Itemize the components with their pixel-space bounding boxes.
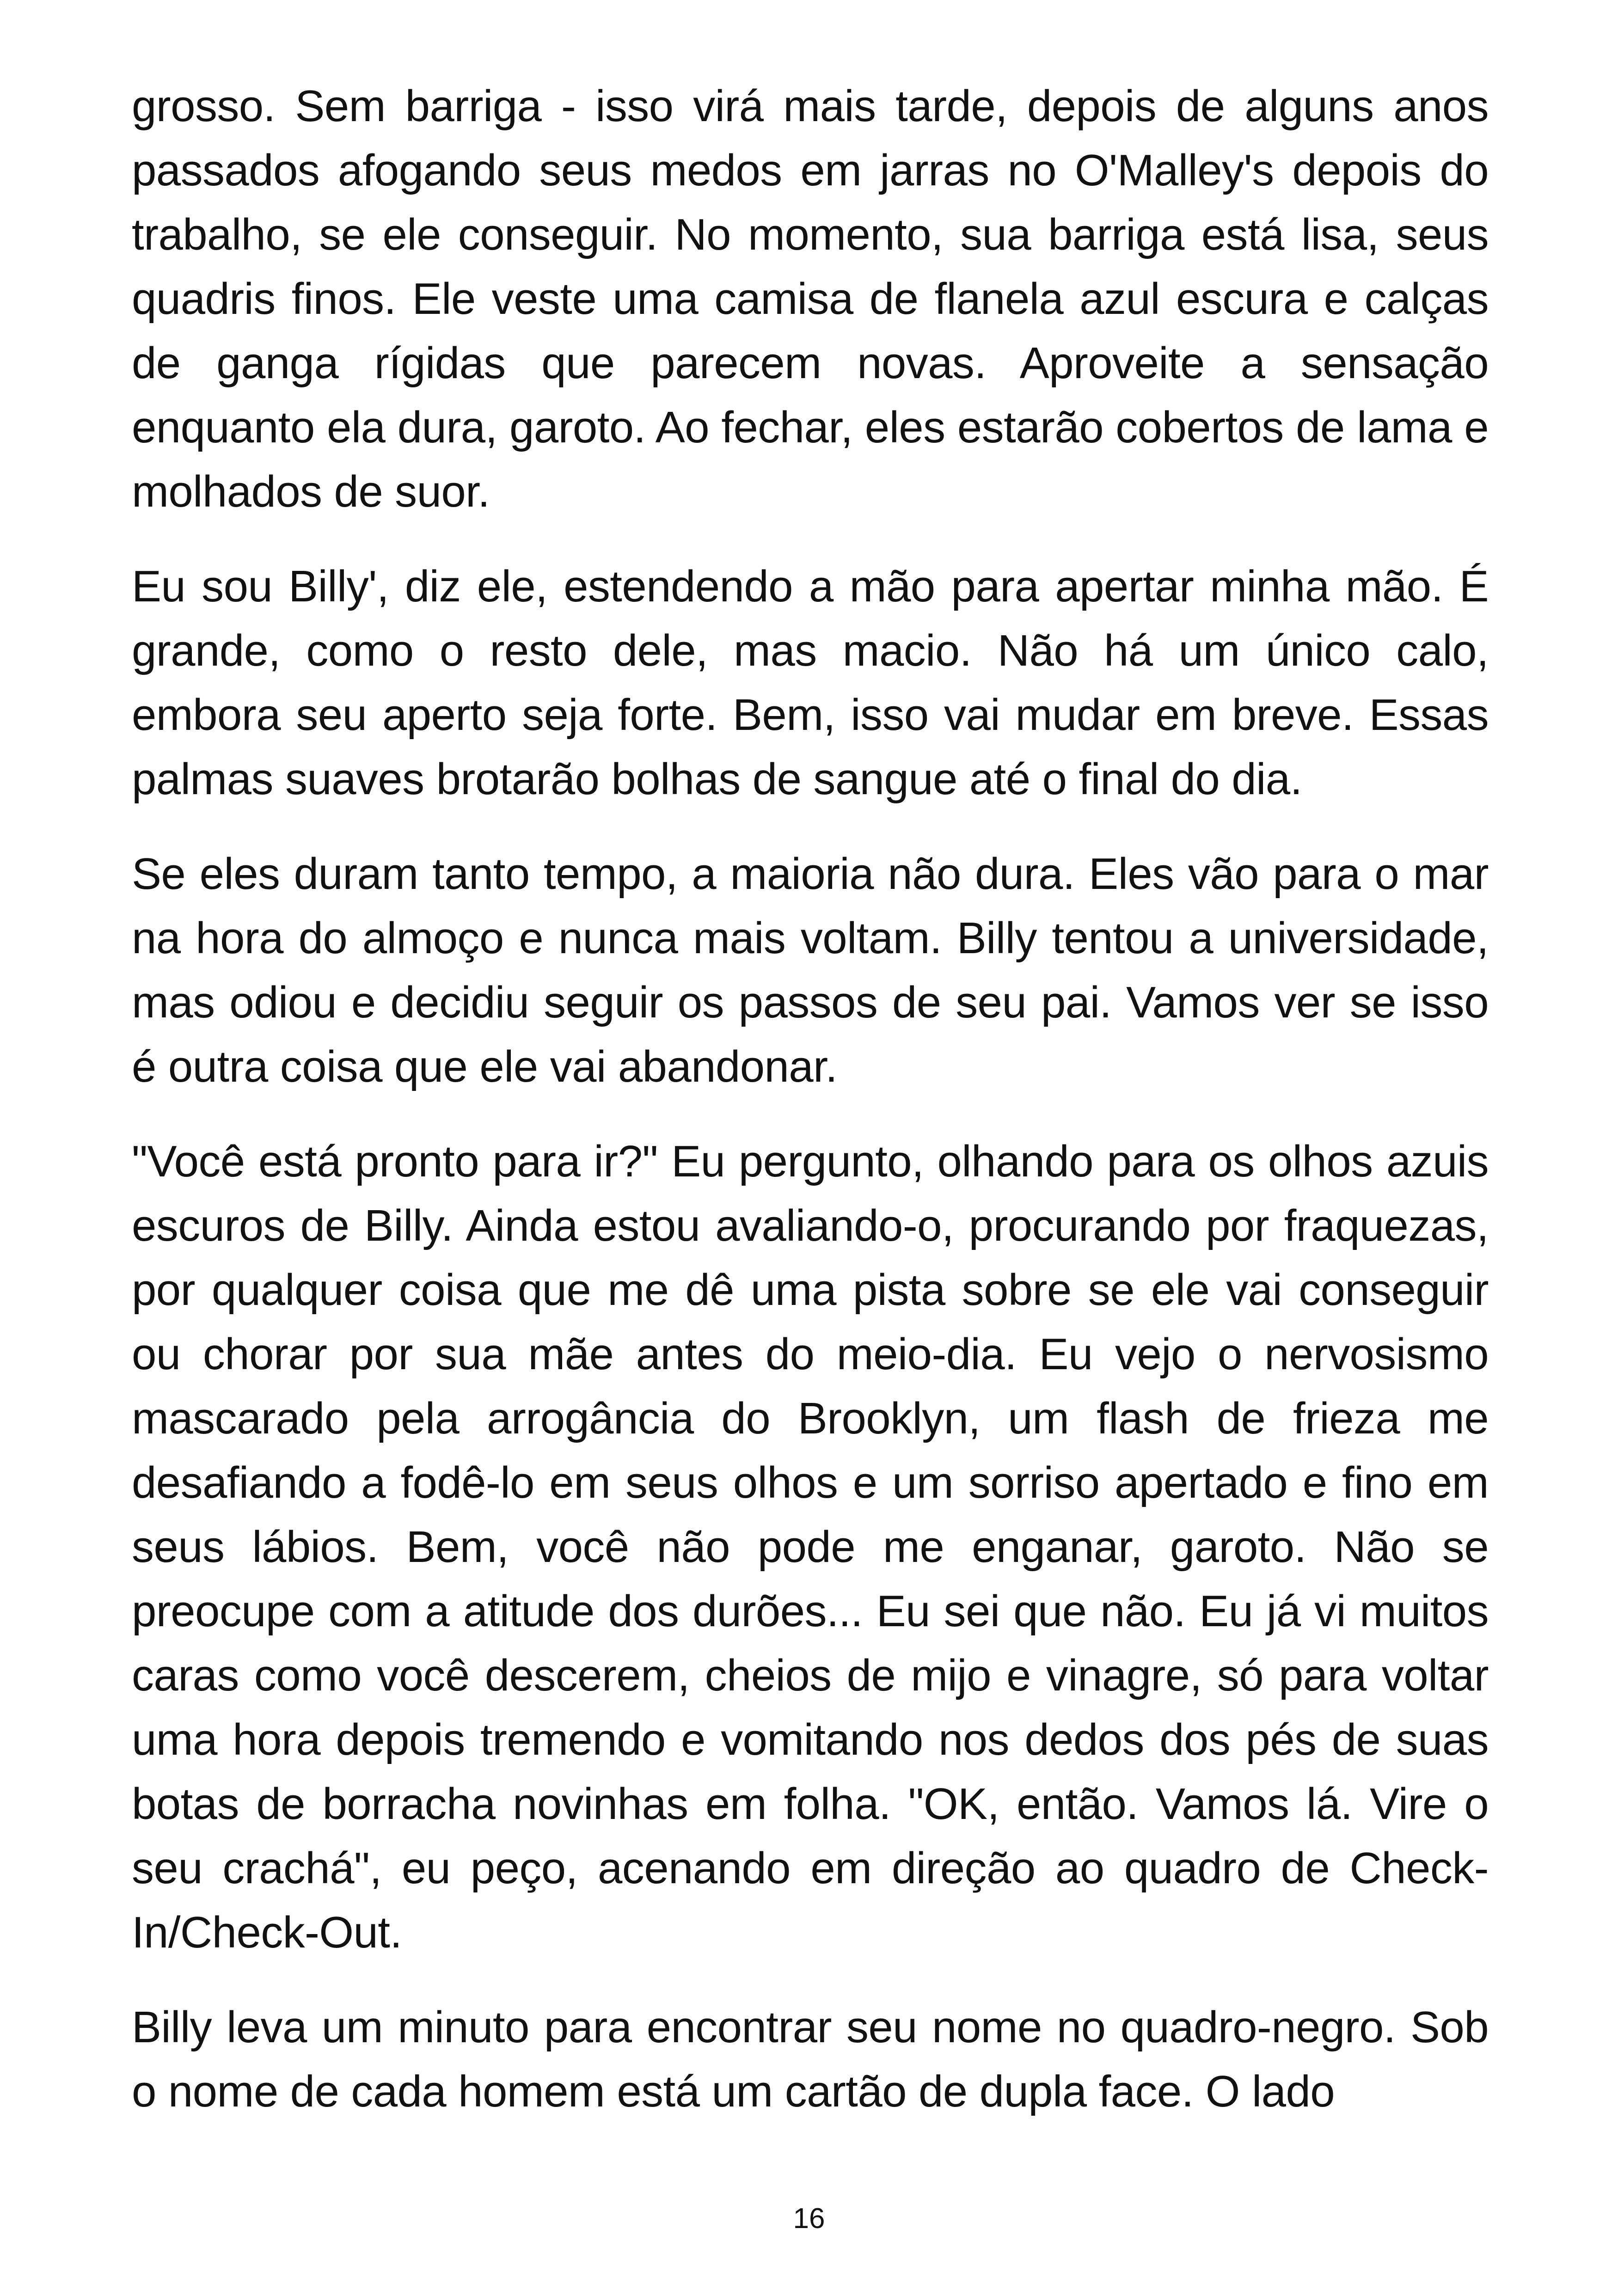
page-number: 16	[793, 2203, 825, 2235]
paragraph-4: "Você está pronto para ir?" Eu pergunto, olhando para os olhos azuis escuros de Billy. Ainda estou avaliando-o, procurando por fraquezas, por qualquer coisa que me dê uma pista sobre se ele vai conseguir ou chorar por sua mãe antes do meio-dia. Eu vejo o nervosismo mascarado pela arrogância do Brooklyn, um flash de frieza me desafiando a fodê-lo em seus olhos e um sorriso apertado e fino em seus lábios. Bem, você não pode me enganar, garoto. Não se preocupe com a atitude dos durões... Eu sei que não. Eu já vi muitos caras como você descerem, cheios de mijo e vinagre, só para voltar uma hora depois tremendo e vomitando nos dedos dos pés de suas botas de borracha novinhas em folha. "OK, então. Vamos lá. Vire o seu crachá", eu peço, acenando em direção ao quadro de Check-In/Check-Out.	[132, 1137, 1489, 1957]
body-text	[132, 74, 1489, 2154]
paragraph-5: Billy leva um minuto para encontrar seu nome no quadro-negro. Sob o nome de cada homem está um cartão de dupla face. O lado	[132, 2002, 1489, 2116]
paragraph-1: grosso. Sem barriga - isso virá mais tarde, depois de alguns anos passados afogando seus medos em jarras no O'Malley's depois do trabalho, se ele conseguir. No momento, sua barriga está lisa, seus quadris finos. Ele veste uma camisa de flanela azul escura e calças de ganga rígidas que parecem novas. Aproveite a sensação enquanto ela dura, garoto. Ao fechar, eles estarão cobertos de lama e molhados de suor.	[132, 81, 1489, 516]
paragraph-3: Se eles duram tanto tempo, a maioria não dura. Eles vão para o mar na hora do almoço e nunca mais voltam. Billy tentou a universidade, mas odiou e decidiu seguir os passos de seu pai. Vamos ver se isso é outra coisa que ele vai abandonar.	[132, 849, 1489, 1091]
paragraph-2: Eu sou Billy', diz ele, estendendo a mão para apertar minha mão. É grande, como o resto dele, mas macio. Não há um único calo, embora seu aperto seja forte. Bem, isso vai mudar em breve. Essas palmas suaves brotarão bolhas de sangue até o final do dia.	[132, 562, 1489, 804]
